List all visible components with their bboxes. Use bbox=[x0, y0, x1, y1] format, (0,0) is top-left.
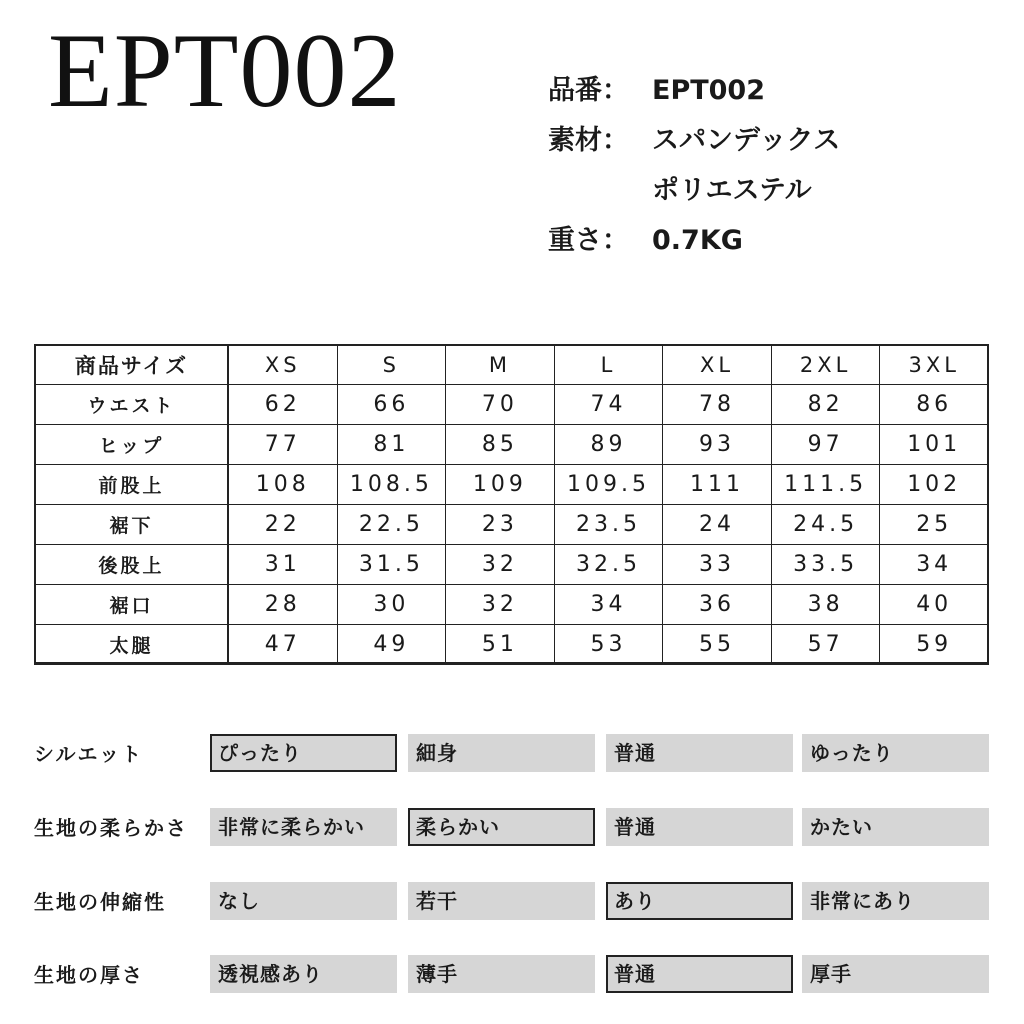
measurement-value: 108.5 bbox=[337, 465, 446, 505]
rating-option: 薄手 bbox=[408, 955, 595, 993]
measurement-value: 24 bbox=[663, 505, 772, 545]
size-column-header: S bbox=[337, 345, 446, 385]
size-column-header: XS bbox=[229, 345, 338, 385]
measurement-value: 89 bbox=[554, 425, 663, 465]
measurement-value: 101 bbox=[880, 425, 989, 465]
measurement-value: 97 bbox=[771, 425, 880, 465]
rating-option-selected: あり bbox=[606, 882, 793, 920]
rating-option: なし bbox=[210, 882, 397, 920]
rating-option: ゆったり bbox=[802, 734, 989, 772]
rating-option-selected: ぴったり bbox=[210, 734, 397, 772]
rating-option: 透視感あり bbox=[210, 955, 397, 993]
measurement-value: 36 bbox=[663, 585, 772, 625]
rating-label: 生地の厚さ bbox=[34, 963, 144, 987]
measurement-value: 23 bbox=[446, 505, 555, 545]
size-column-header: L bbox=[554, 345, 663, 385]
measurement-label: 裾口 bbox=[35, 585, 229, 625]
measurement-value: 55 bbox=[663, 625, 772, 665]
spec-row-code bbox=[548, 66, 840, 116]
measurement-value: 30 bbox=[337, 585, 446, 625]
measurement-label: ヒップ bbox=[35, 425, 229, 465]
measurement-label: 前股上 bbox=[35, 465, 229, 505]
measurement-value: 31.5 bbox=[337, 545, 446, 585]
spec-key: 素材： bbox=[548, 125, 629, 156]
measurement-value: 93 bbox=[663, 425, 772, 465]
measurement-value: 31 bbox=[229, 545, 338, 585]
measurement-value: 102 bbox=[880, 465, 989, 505]
measurement-value: 70 bbox=[446, 385, 555, 425]
measurement-label: 太腿 bbox=[35, 625, 229, 665]
measurement-value: 53 bbox=[554, 625, 663, 665]
measurement-value: 85 bbox=[446, 425, 555, 465]
product-code-heading: EPT002 bbox=[48, 12, 402, 129]
spec-row-material-2 bbox=[548, 166, 840, 216]
rating-option: かたい bbox=[802, 808, 989, 846]
spec-row-weight bbox=[548, 216, 840, 266]
rating-option: 若干 bbox=[408, 882, 595, 920]
size-table-corner-header: 商品サイズ bbox=[35, 345, 229, 385]
rating-option: 非常にあり bbox=[802, 882, 989, 920]
rating-option: 非常に柔らかい bbox=[210, 808, 397, 846]
size-table-row bbox=[35, 385, 989, 425]
measurement-value: 25 bbox=[880, 505, 989, 545]
measurement-value: 62 bbox=[229, 385, 338, 425]
measurement-value: 108 bbox=[229, 465, 338, 505]
size-column-header: XL bbox=[663, 345, 772, 385]
measurement-value: 32 bbox=[446, 545, 555, 585]
spec-value: ポリエステル bbox=[652, 175, 812, 206]
measurement-label: 後股上 bbox=[35, 545, 229, 585]
rating-option-selected: 柔らかい bbox=[408, 808, 595, 846]
measurement-value: 57 bbox=[771, 625, 880, 665]
measurement-value: 51 bbox=[446, 625, 555, 665]
measurement-value: 86 bbox=[880, 385, 989, 425]
measurement-label: 裾下 bbox=[35, 505, 229, 545]
measurement-value: 111 bbox=[663, 465, 772, 505]
rating-label: シルエット bbox=[34, 742, 144, 766]
size-table-row bbox=[35, 425, 989, 465]
measurement-value: 66 bbox=[337, 385, 446, 425]
measurement-value: 59 bbox=[880, 625, 989, 665]
size-table-row bbox=[35, 545, 989, 585]
rating-option: 厚手 bbox=[802, 955, 989, 993]
measurement-value: 49 bbox=[337, 625, 446, 665]
size-column-header: 3XL bbox=[880, 345, 989, 385]
spec-key: 重さ： bbox=[548, 225, 629, 256]
size-column-header: 2XL bbox=[771, 345, 880, 385]
rating-row bbox=[34, 955, 994, 995]
size-column-header: M bbox=[446, 345, 555, 385]
rating-row bbox=[34, 882, 994, 922]
measurement-value: 33 bbox=[663, 545, 772, 585]
rating-option-selected: 普通 bbox=[606, 955, 793, 993]
rating-label: 生地の伸縮性 bbox=[34, 890, 166, 914]
measurement-value: 28 bbox=[229, 585, 338, 625]
size-table-row bbox=[35, 505, 989, 545]
rating-option: 細身 bbox=[408, 734, 595, 772]
rating-row bbox=[34, 808, 994, 848]
measurement-value: 81 bbox=[337, 425, 446, 465]
measurement-value: 77 bbox=[229, 425, 338, 465]
measurement-value: 38 bbox=[771, 585, 880, 625]
size-table-header-row bbox=[35, 345, 989, 385]
measurement-value: 24.5 bbox=[771, 505, 880, 545]
measurement-value: 23.5 bbox=[554, 505, 663, 545]
spec-key bbox=[548, 166, 652, 216]
measurement-label: ウエスト bbox=[35, 385, 229, 425]
rating-option: 普通 bbox=[606, 808, 793, 846]
size-table-row bbox=[35, 625, 989, 665]
measurement-value: 82 bbox=[771, 385, 880, 425]
measurement-value: 47 bbox=[229, 625, 338, 665]
spec-value: EPT002 bbox=[652, 75, 766, 106]
spec-value: スパンデックス bbox=[652, 125, 841, 156]
measurement-value: 32 bbox=[446, 585, 555, 625]
size-table-row bbox=[35, 585, 989, 625]
rating-row bbox=[34, 734, 994, 774]
spec-key: 品番： bbox=[548, 75, 629, 106]
measurement-value: 33.5 bbox=[771, 545, 880, 585]
measurement-value: 109.5 bbox=[554, 465, 663, 505]
measurement-value: 34 bbox=[880, 545, 989, 585]
spec-value: 0.7KG bbox=[652, 225, 743, 256]
measurement-value: 74 bbox=[554, 385, 663, 425]
size-table bbox=[34, 344, 989, 665]
measurement-value: 34 bbox=[554, 585, 663, 625]
spec-row-material bbox=[548, 116, 840, 166]
measurement-value: 78 bbox=[663, 385, 772, 425]
size-table-row bbox=[35, 465, 989, 505]
rating-option: 普通 bbox=[606, 734, 793, 772]
measurement-value: 22.5 bbox=[337, 505, 446, 545]
measurement-value: 22 bbox=[229, 505, 338, 545]
measurement-value: 32.5 bbox=[554, 545, 663, 585]
measurement-value: 111.5 bbox=[771, 465, 880, 505]
measurement-value: 40 bbox=[880, 585, 989, 625]
rating-label: 生地の柔らかさ bbox=[34, 816, 188, 840]
spec-list bbox=[548, 66, 840, 266]
measurement-value: 109 bbox=[446, 465, 555, 505]
